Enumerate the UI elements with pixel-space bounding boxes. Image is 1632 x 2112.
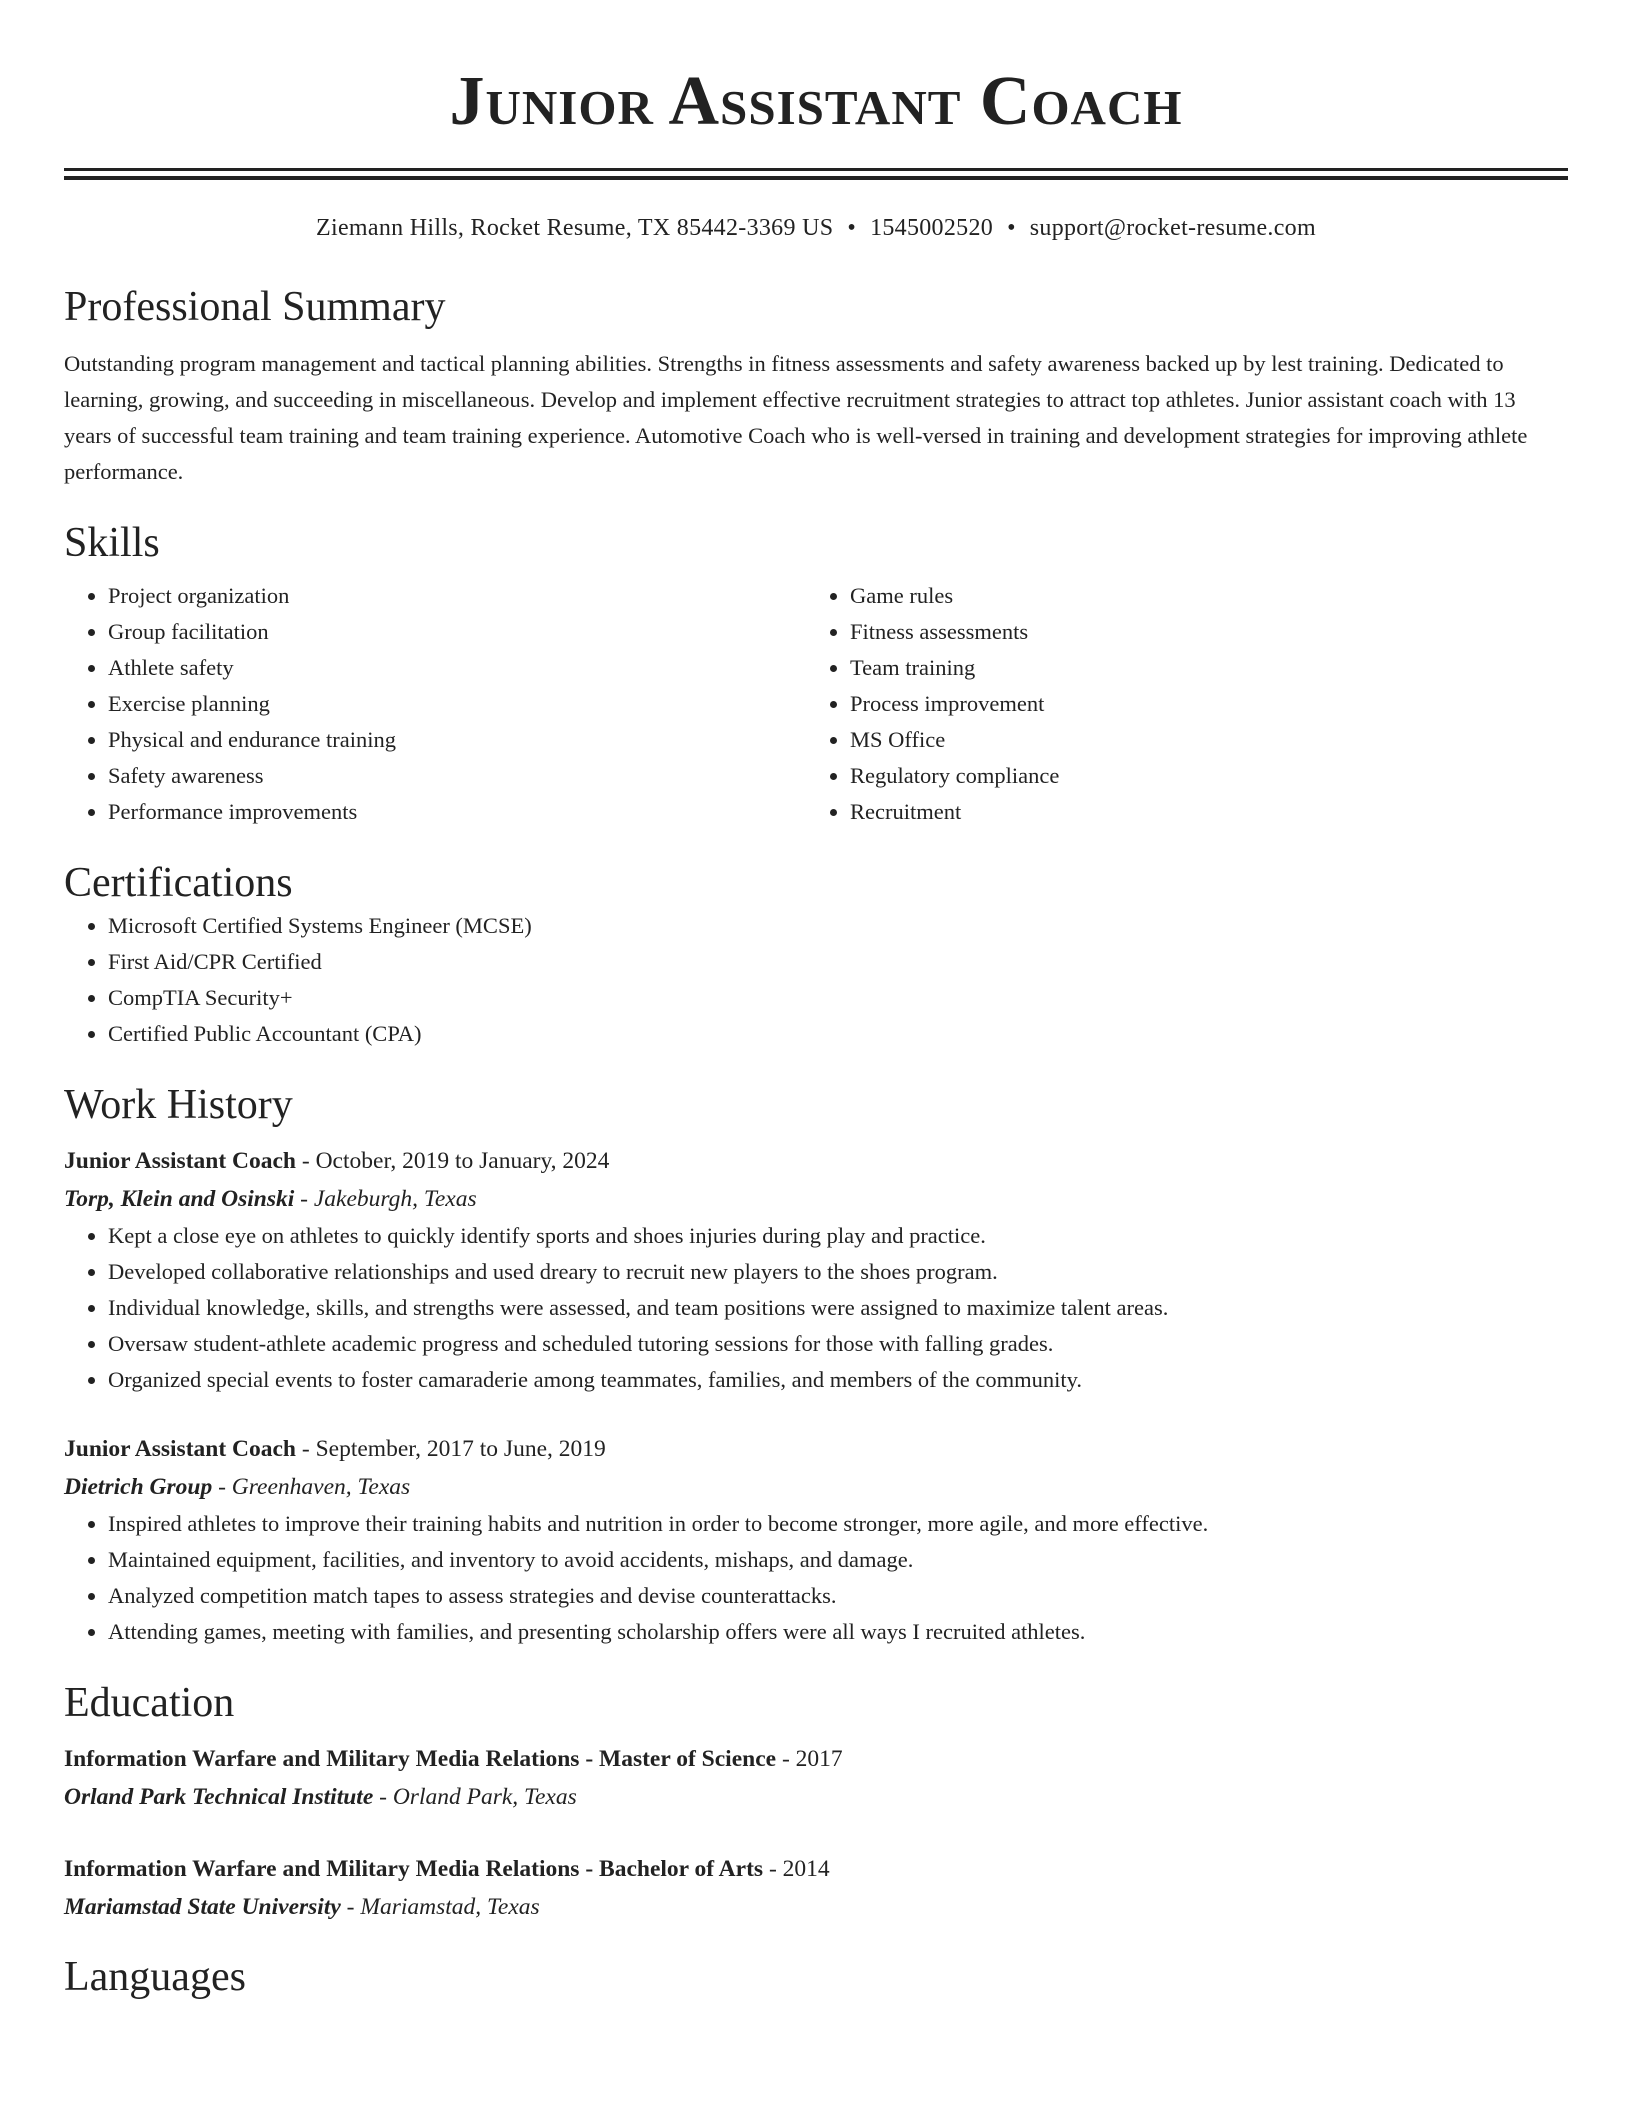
contact-phone: 1545002520	[870, 215, 994, 241]
skill-item: • Athlete safety	[108, 650, 806, 686]
skills-column-left	[64, 578, 806, 830]
job-company: Torp, Klein and Osinski	[64, 1186, 295, 1212]
skill-item: • Team training	[850, 650, 1548, 686]
education-entry	[64, 1740, 1568, 1816]
skill-item: • Recruitment	[850, 794, 1548, 830]
certifications-list	[64, 908, 1568, 1052]
skill-item: • Physical and endurance training	[108, 722, 806, 758]
job-duty-item: • Attending games, meeting with families, and presenting scholarship offers were all ways I recruited athletes.	[108, 1614, 1568, 1650]
skill-item: • Project organization	[108, 578, 806, 614]
education-institution	[64, 1778, 1568, 1816]
job-duty-item: • Inspired athletes to improve their training habits and nutrition in order to become stronger, more agile, and more effective.	[108, 1506, 1568, 1542]
job-dates: - September, 2017 to June, 2019	[296, 1436, 606, 1462]
contact-separator: •	[1007, 215, 1016, 241]
skill-item: • Safety awareness	[108, 758, 806, 794]
skill-item: • Exercise planning	[108, 686, 806, 722]
certification-item: • CompTIA Security+	[108, 980, 1568, 1016]
section-title-education: Education	[64, 1680, 235, 1726]
education-location: - Mariamstad, Texas	[340, 1894, 540, 1920]
resume-page	[64, 0, 1568, 2002]
contact-line	[64, 212, 1568, 244]
job-location: - Jakeburgh, Texas	[294, 1186, 477, 1212]
education-location: - Orland Park, Texas	[373, 1784, 577, 1810]
header-rule-bottom	[64, 176, 1568, 180]
summary-text: Outstanding program management and tactical planning abilities. Strengths in fitness assessments and safety awareness backed up by lest training. Dedicated to learning, growing, and succeeding in miscellaneous. Develop and implement effective recruitment strategies to attract top athletes. Junior assistant coach with 13 years of successful team training and team training experience. Automotive Coach who is well-versed in training and development strategies for improving athlete performance.	[64, 351, 1528, 484]
job-duty-item: • Analyzed competition match tapes to assess strategies and devise counterattacks.	[108, 1578, 1568, 1614]
job-duty-item: • Developed collaborative relationships and used dreary to recruit new players to the shoes program.	[108, 1254, 1568, 1290]
job-duties-list	[64, 1506, 1568, 1650]
certification-item: • First Aid/CPR Certified	[108, 944, 1568, 980]
skills-list-left	[64, 578, 806, 830]
job-entry	[64, 1430, 1568, 1650]
skill-item: • Fitness assessments	[850, 614, 1548, 650]
education-degree: Information Warfare and Military Media Relations - Bachelor of Arts	[64, 1856, 764, 1882]
education-year: - 2017	[776, 1746, 843, 1772]
job-employer	[64, 1180, 1568, 1218]
skill-item: • Process improvement	[850, 686, 1548, 722]
skills-column-right	[806, 578, 1548, 830]
job-dates: - October, 2019 to January, 2024	[296, 1148, 610, 1174]
contact-address: Ziemann Hills, Rocket Resume, TX 85442-3369 US	[316, 215, 834, 241]
section-title-skills: Skills	[64, 520, 160, 566]
certification-item: • Certified Public Accountant (CPA)	[108, 1016, 1568, 1052]
job-duty-item: • Organized special events to foster camaraderie among teammates, families, and members of the community.	[108, 1362, 1568, 1398]
contact-separator: •	[847, 215, 857, 241]
skill-item: • Performance improvements	[108, 794, 806, 830]
job-role: Junior Assistant Coach	[64, 1148, 297, 1174]
contact-email: support@rocket-resume.com	[1029, 215, 1316, 241]
job-company: Dietrich Group	[64, 1474, 213, 1500]
job-duties-list	[64, 1218, 1568, 1398]
skill-item: • MS Office	[850, 722, 1548, 758]
skill-item: • Game rules	[850, 578, 1548, 614]
education-heading	[64, 1850, 1568, 1888]
section-title-work-history: Work History	[64, 1082, 293, 1128]
education-year: - 2014	[763, 1856, 830, 1882]
job-employer	[64, 1468, 1568, 1506]
job-duty-item: • Maintained equipment, facilities, and inventory to avoid accidents, mishaps, and damage.	[108, 1542, 1568, 1578]
section-title-languages: Languages	[64, 1954, 246, 2000]
header-rule-top	[64, 168, 1568, 171]
skills-columns	[64, 578, 1568, 830]
job-role: Junior Assistant Coach	[64, 1436, 297, 1462]
job-entry	[64, 1142, 1568, 1398]
education-school: Orland Park Technical Institute	[64, 1784, 374, 1810]
section-title-summary: Professional Summary	[64, 284, 446, 330]
education-institution	[64, 1888, 1568, 1926]
section-title-certifications: Certifications	[64, 860, 293, 906]
skill-item: • Regulatory compliance	[850, 758, 1548, 794]
education-degree: Information Warfare and Military Media Relations - Master of Science	[64, 1746, 777, 1772]
education-entry	[64, 1850, 1568, 1926]
skills-list-right	[806, 578, 1548, 830]
job-duty-item: • Individual knowledge, skills, and strengths were assessed, and team positions were assigned to maximize talent areas.	[108, 1290, 1568, 1326]
job-heading	[64, 1430, 1568, 1468]
education-school: Mariamstad State University	[64, 1894, 341, 1920]
resume-name: Junior Assistant Coach	[449, 63, 1183, 140]
skill-item: • Group facilitation	[108, 614, 806, 650]
job-heading	[64, 1142, 1568, 1180]
education-heading	[64, 1740, 1568, 1778]
job-duty-item: • Oversaw student-athlete academic progress and scheduled tutoring sessions for those with falling grades.	[108, 1326, 1568, 1362]
job-location: - Greenhaven, Texas	[212, 1474, 411, 1500]
certification-item: • Microsoft Certified Systems Engineer (MCSE)	[108, 908, 1568, 944]
job-duty-item: • Kept a close eye on athletes to quickly identify sports and shoes injuries during play and practice.	[108, 1218, 1568, 1254]
